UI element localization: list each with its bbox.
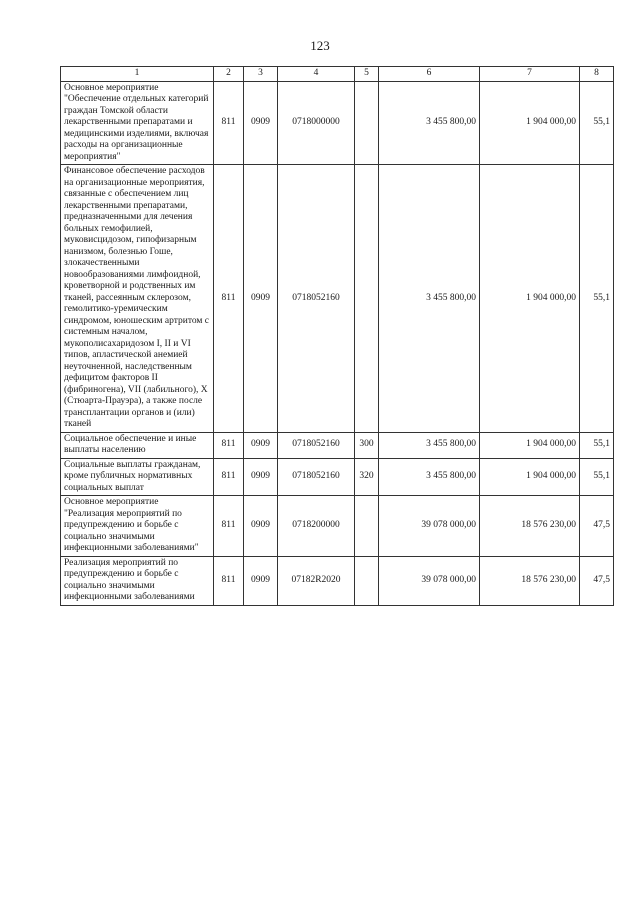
target-code: 0718052160 [278,458,355,496]
ministry-code: 811 [214,432,244,458]
planned-amount: 3 455 800,00 [379,165,480,433]
expense-type [355,496,379,557]
table-row [61,81,614,165]
row-name: Основное мероприятие "Реализация мероприятий по предупреждению и борьбе с социально значимыми инфекционными заболеваниями" [61,496,214,557]
executed-amount: 1 904 000,00 [480,165,580,433]
execution-percent: 55,1 [580,81,614,165]
budget-table [60,66,614,606]
column-header: 7 [480,67,580,82]
section-code: 0909 [244,81,278,165]
executed-amount: 1 904 000,00 [480,458,580,496]
expense-type: 300 [355,432,379,458]
page-number: 123 [310,38,330,53]
table-row [61,432,614,458]
executed-amount: 18 576 230,00 [480,496,580,557]
row-name: Основное мероприятие "Обеспечение отдельных категорий граждан Томской области лекарственными препаратами и медицинскими изделиями, включая расходы на организационные мероприятия" [61,81,214,165]
expense-type [355,556,379,605]
column-header: 8 [580,67,614,82]
planned-amount: 39 078 000,00 [379,556,480,605]
ministry-code: 811 [214,165,244,433]
planned-amount: 39 078 000,00 [379,496,480,557]
target-code: 0718000000 [278,81,355,165]
column-header: 4 [278,67,355,82]
target-code: 0718052160 [278,432,355,458]
execution-percent: 55,1 [580,165,614,433]
section-code: 0909 [244,432,278,458]
executed-amount: 1 904 000,00 [480,432,580,458]
section-code: 0909 [244,165,278,433]
execution-percent: 47,5 [580,556,614,605]
expense-type: 320 [355,458,379,496]
section-code: 0909 [244,496,278,557]
row-name: Финансовое обеспечение расходов на организационные мероприятия, связанные с обеспечением лиц лекарственными препаратами, предназначенными для лечения больных гемофилией, муковисцидозом, гипофизарным нанизмом, болезнью Гоше, злокачественными новообразованиями лимфоидной, кроветворной и родственных им тканей, рассеянным склерозом, гемолитико-уремическим синдромом, юношеским артритом с системным началом, мукополисахаридозом I, II и VI типов, апластической анемией неуточненной, наследственным дефицитом факторов II (фибриногена), VII (лабильного), X (Стюарта-Прауэра), а также после трансплантации органов и (или) тканей [61,165,214,433]
executed-amount: 18 576 230,00 [480,556,580,605]
execution-percent: 55,1 [580,458,614,496]
table-row [61,165,614,433]
ministry-code: 811 [214,556,244,605]
planned-amount: 3 455 800,00 [379,81,480,165]
section-code: 0909 [244,556,278,605]
column-header: 6 [379,67,480,82]
column-header: 5 [355,67,379,82]
row-name: Реализация мероприятий по предупреждению и борьбе с социально значимыми инфекционными заболеваниями [61,556,214,605]
ministry-code: 811 [214,458,244,496]
target-code: 0718052160 [278,165,355,433]
column-header: 1 [61,67,214,82]
table-row [61,496,614,557]
ministry-code: 811 [214,81,244,165]
row-name: Социальные выплаты гражданам, кроме публичных нормативных социальных выплат [61,458,214,496]
executed-amount: 1 904 000,00 [480,81,580,165]
target-code: 0718200000 [278,496,355,557]
execution-percent: 55,1 [580,432,614,458]
table-header-row [61,67,614,82]
planned-amount: 3 455 800,00 [379,458,480,496]
expense-type [355,81,379,165]
row-name: Социальное обеспечение и иные выплаты населению [61,432,214,458]
ministry-code: 811 [214,496,244,557]
planned-amount: 3 455 800,00 [379,432,480,458]
execution-percent: 47,5 [580,496,614,557]
section-code: 0909 [244,458,278,496]
column-header: 3 [244,67,278,82]
expense-type [355,165,379,433]
column-header: 2 [214,67,244,82]
table-row [61,556,614,605]
table-row [61,458,614,496]
target-code: 07182R2020 [278,556,355,605]
